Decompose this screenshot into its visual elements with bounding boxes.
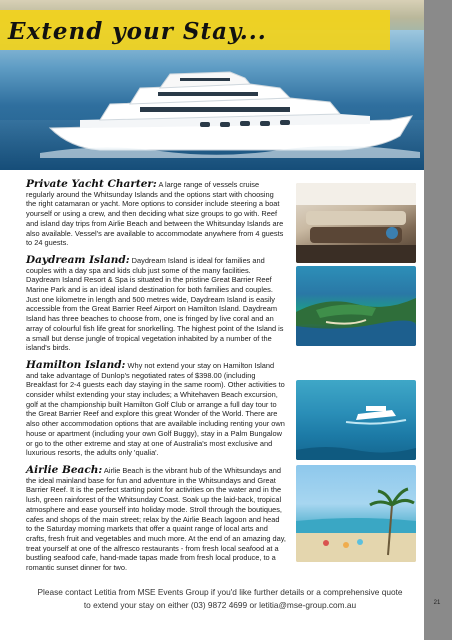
section-body: Daydream Island is ideal for families and couples with a day spa and kids club just some of the many facilities. Daydream Island Resort & Spa is situated in the pristine Great Barrier Reef Marine Park and is an ideal island destination for both families and couples. Just one kilometre in length and 500 metres wide, Daydream Island is easily accessible from the Great Barrier Reef Airport on Hamilton Island. Daydream Island has three beaches to choose from, one is fringed by live coral and an array of colourful fish life great for snorkelling. The highest point of the Island is a small but dense jungle of tropical vegetation inhabited by a number of the island's birds. [26,255,284,353]
yacht-illustration [40,58,420,158]
section-airlie-beach [26,463,286,573]
section-body: Why not extend your stay on Hamilton Island and take advantage of Dunlop's negotiated rates of $398.00 (including Breakfast for 2-4 guests each day staying in the same room). Other activities to consider whilst extending your stay includes; a Whitehaven Beach excursion, golf at the championship built Hamilton Golf Club or arrange a full day tour to the Great Barrier Reef and explore this great Wonder of the World. There are also other accommodation options that are available including renting your own house or apartment (including your own Golf Buggy), stay in a Palm Bungalow or go to the other extreme and stay at one of Australia's most exclusive and luxurious resorts, the adults only 'qualia'. [26,360,285,458]
section-heading: Airlie Beach: [26,463,103,476]
section-heading: Daydream Island: [26,253,130,266]
section-hamilton-island [26,358,286,458]
section-heading: Private Yacht Charter: [26,178,157,190]
page-title: Extend your Stay... [8,18,267,45]
page-number: 21 [433,600,441,606]
content-column [26,180,286,581]
page-side-margin [424,0,452,640]
yacht-interior-photo [296,183,416,263]
section-private-yacht-charter [26,180,286,248]
daydream-island-aerial-photo [296,266,416,346]
section-body: A large range of vessels cruise regularly around the Whitsunday Islands and the options start with choosing the right catamaran or yacht. More options to consider include steering a boat yourself or using a crew, and then deciding what size groups to go with. Reef and island day trips from Airlie Beach and between the Whitsunday Islands are also available. Vessel's are available to accommodate anywhere from 4 guests to 24 guests. [26,180,284,248]
airlie-beach-photo [296,465,416,562]
section-heading: Hamilton Island: [26,358,126,371]
section-body: Airlie Beach is the vibrant hub of the Whitsundays and the ideal mainland base for fun and adventure in the Whitsundays and Great Barrier Reef. It is the perfect starting point for activities on the water and in the lush, green rainforest of the Whitsunday Coast. Soak up the laid-back, tropical atmosphere and ease yourself into holiday mode. Stroll through the boutiques, cafes and shops of the main street; relax by the Airlie Beach lagoon and head to the Saturday morning markets that offer a quaint range of local arts and crafts, fresh fruit and vegetables and much more. At the end of an amazing day, treat yourself at one of the alfresco restaurants - from fresh local seafood at a bustling seafood cafe, hand-made tapas made from fresh local produce, to a romantic sunset dinner for two. [26,465,286,573]
hamilton-island-cruise-photo [296,380,416,460]
contact-footer [20,586,420,612]
section-daydream-island [26,253,286,353]
footer-line-2: to extend your stay on either (03) 9872 4699 or letitia@mse-group.com.au [83,600,357,610]
footer-line-1: Please contact Letitia from MSE Events Group if you'd like further details or a comprehensive quote [37,587,403,597]
